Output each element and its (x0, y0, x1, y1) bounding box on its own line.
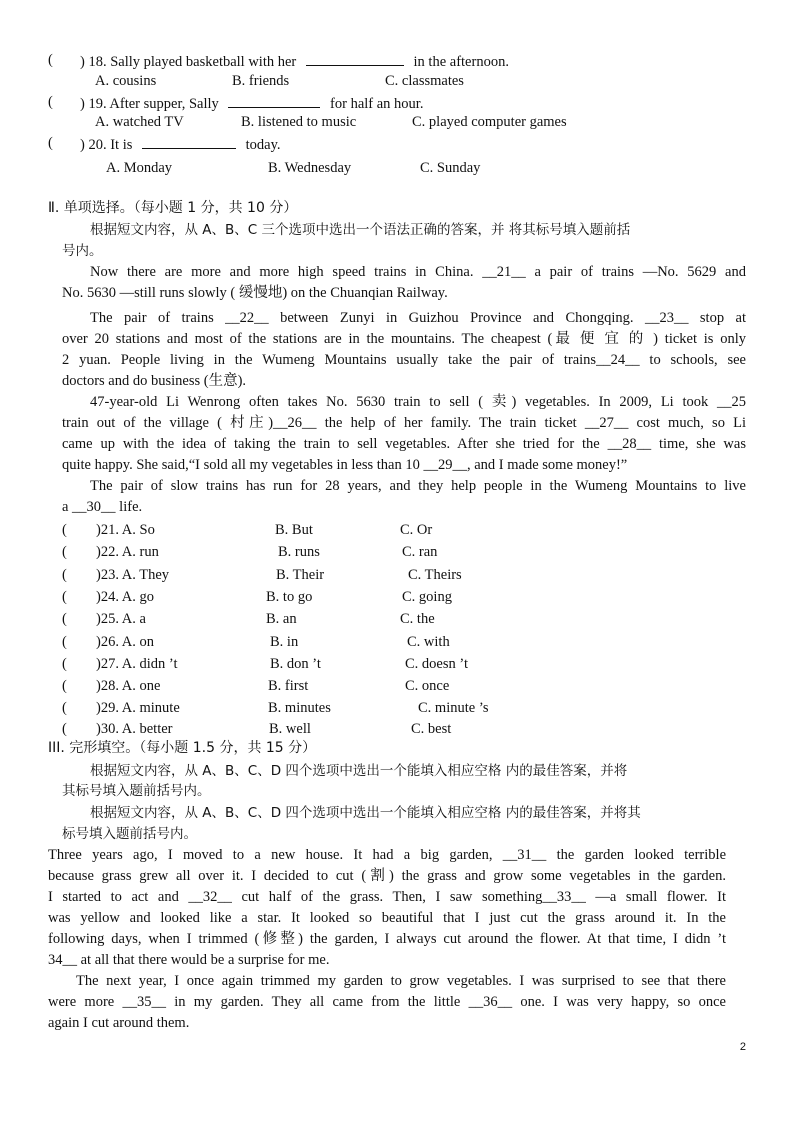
q18-option-b: B. friends (232, 73, 290, 89)
passage-line: were more __35__ in my garden. They all came from the little __36__ one. I was very happy, so once (48, 994, 726, 1010)
passage-line: 2 yuan. People living in the Wumeng Mountains usually take the pair of trains__24__ to schools, see (62, 352, 746, 368)
q19-stem: ) 19. After supper, Sally for half an hour. (80, 92, 423, 114)
option-27-c: C. doesn ’t (405, 656, 468, 672)
passage-line: The next year, I once again trimmed my garden to grow vegetables. I was surprised to see that there (76, 973, 726, 989)
q18-option-c: C. classmates (385, 73, 464, 89)
option-25-a: )25. A. a (96, 611, 146, 627)
q20-option-b: B. Wednesday (268, 160, 352, 176)
option-29-c: C. minute ’s (418, 700, 489, 716)
section-3-heading: III. 完形填空。（每小题 1.5 分，共 15 分） (48, 740, 317, 756)
option-27-b: B. don ’t (270, 656, 321, 672)
option-23-b: B. Their (276, 567, 325, 583)
option-30-b: B. well (269, 721, 311, 737)
option-24-a: )24. A. go (96, 589, 154, 605)
passage-2-para-2 (62, 308, 746, 392)
passage-line: following days, when I trimmed (修整) the garden, I always cut around the flower. At that time, I didn ’t (48, 931, 726, 947)
passage-line: The pair of slow trains has run for 28 years, and they help people in the Wumeng Mountains to live (90, 478, 746, 494)
page-number: 2 (739, 1041, 746, 1053)
option-row-29: ( (62, 700, 67, 716)
option-row-27: ( (62, 656, 67, 672)
option-26-c: C. with (407, 634, 450, 650)
passage-line: came up with the idea of taking the train to sell vegetables. After she tried for the __28__ time, she was (62, 436, 746, 452)
passage-line: No. 5630 —still runs slowly ( 缓慢地) on the Chuanqian Railway. (62, 285, 448, 301)
option-30-c: C. best (411, 721, 452, 737)
option-23-c: C. Theirs (408, 567, 462, 583)
option-29-a: )29. A. minute (96, 700, 180, 716)
option-29-b: B. minutes (268, 700, 331, 716)
q19-option-b: B. listened to music (241, 114, 357, 130)
passage-line: over 20 stations and most of the stations are in the mountains. The cheapest (最 便 宜 的 ) ticket is only (62, 331, 746, 347)
q19-option-a: A. watched TV (95, 114, 184, 130)
q18-stem: ) 18. Sally played basketball with her in the afternoon. (80, 50, 509, 72)
passage-2-para-4 (62, 476, 746, 518)
option-21-c: C. Or (400, 522, 433, 538)
option-26-a: )26. A. on (96, 634, 154, 650)
option-row-25: ( (62, 611, 67, 627)
option-21-a: )21. A. So (96, 522, 155, 538)
section-3-instruction-b: 根据短文内容，从 A、B、C、D 四个选项中选出一个能填入相应空格 内的最佳答案，并将其 (90, 805, 641, 821)
option-row-30: ( (62, 721, 67, 737)
passage-line: 34__ at all that there would be a surprise for me. (48, 952, 330, 968)
q20-paren: ( (48, 135, 53, 151)
passage-2-para-1 (62, 262, 746, 304)
option-28-c: C. once (405, 678, 450, 694)
option-27-a: )27. A. didn ’t (96, 656, 178, 672)
option-24-b: B. to go (266, 589, 313, 605)
option-30-a: )30. A. better (96, 721, 173, 737)
passage-line: Three years ago, I moved to a new house. It had a big garden, __31__ the garden looked terrible (48, 847, 726, 863)
q20-option-a: A. Monday (106, 160, 173, 176)
q20-option-c: C. Sunday (420, 160, 481, 176)
passage-line: quite happy. She said,“I sold all my vegetables in less than 10 __29__, and I made some money!” (62, 457, 628, 473)
passage-line: The pair of trains __22__ between Zunyi in Guizhou Province and Chongqing. __23__ stop at (90, 310, 746, 326)
option-22-b: B. runs (278, 544, 320, 560)
section-2-instruction-cont: 号内。 (62, 243, 103, 259)
option-23-a: )23. A. They (96, 567, 170, 583)
section-3-instruction-a: 根据短文内容，从 A、B、C、D 四个选项中选出一个能填入相应空格 内的最佳答案，并将 (90, 763, 628, 779)
passage-line: I started to act and __32__ cut half of the grass. Then, I saw something__33__ —a small flower. It (48, 889, 726, 905)
passage-line: Now there are more and more high speed trains in China. __21__ a pair of trains —No. 5629 and (90, 264, 746, 280)
option-25-b: B. an (266, 611, 297, 627)
section-2-heading: Ⅱ. 单项选择。（每小题 1 分，共 10 分） (48, 200, 298, 216)
passage-line: was yellow and looked like a star. It looked so beautiful that I just cut the grass around it. In the (48, 910, 726, 926)
section-2-instruction: 根据短文内容，从 A、B、C 三个选项中选出一个语法正确的答案，并 将其标号填入题前括 (90, 222, 631, 238)
passage-line: doctors and do business (生意). (62, 373, 247, 389)
q20-stem: ) 20. It is today. (80, 133, 281, 155)
q19-option-c: C. played computer games (412, 114, 567, 130)
option-28-b: B. first (268, 678, 309, 694)
option-22-a: )22. A. run (96, 544, 159, 560)
option-row-22: ( (62, 544, 67, 560)
option-21-b: B. But (275, 522, 313, 538)
passage-line: because grass grew all over it. I decided to cut (割) the grass and grow some vegetables in the garden. (48, 868, 726, 884)
passage-3-para-1 (48, 845, 726, 971)
option-22-c: C. ran (402, 544, 438, 560)
option-row-21: ( (62, 522, 67, 538)
option-26-b: B. in (270, 634, 299, 650)
passage-line: again I cut around them. (48, 1015, 190, 1031)
option-row-24: ( (62, 589, 67, 605)
q18-option-a: A. cousins (95, 73, 157, 89)
option-row-28: ( (62, 678, 67, 694)
section-3-instruction-a-cont: 其标号填入题前括号内。 (62, 783, 211, 799)
passage-line: a __30__ life. (62, 499, 143, 515)
option-row-23: ( (62, 567, 67, 583)
section-3-instruction-b-cont: 标号填入题前括号内。 (62, 826, 197, 842)
passage-line: 47-year-old Li Wenrong often takes No. 5630 train to sell ( 卖) vegetables. In 2009, Li took __25 (90, 394, 746, 410)
option-25-c: C. the (400, 611, 435, 627)
option-24-c: C. going (402, 589, 452, 605)
option-28-a: )28. A. one (96, 678, 161, 694)
q18-paren: ( (48, 52, 53, 68)
passage-line: train out of the village ( 村庄)__26__ the help of her family. The train ticket __27__ cost much, so Li (62, 415, 746, 431)
option-row-26: ( (62, 634, 67, 650)
passage-2-para-3 (62, 392, 746, 476)
passage-3-para-2 (48, 971, 726, 1034)
q19-paren: ( (48, 94, 53, 110)
